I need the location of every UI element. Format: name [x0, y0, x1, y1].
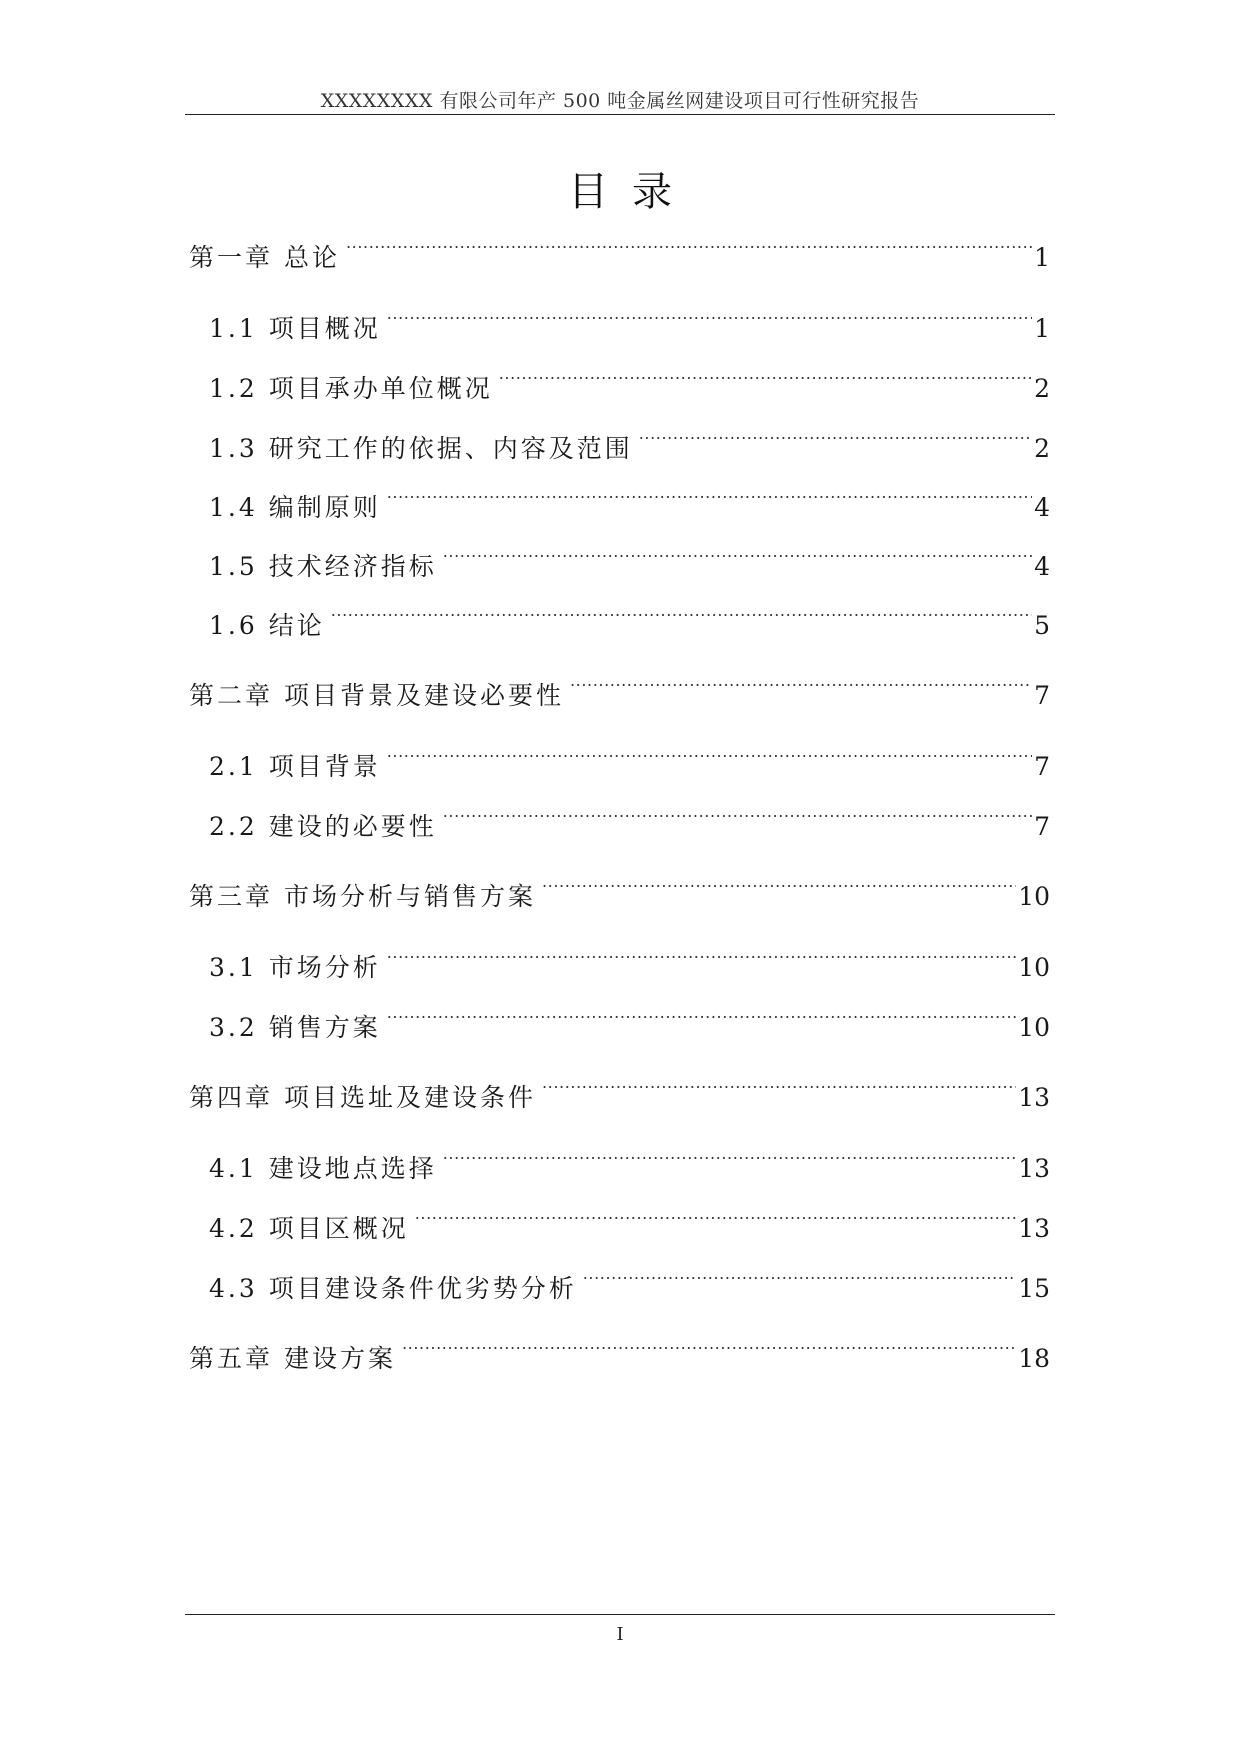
toc-dot-leader	[443, 801, 1032, 835]
toc-entry-page: 1	[1034, 314, 1050, 343]
toc-entry-section-3-1[interactable]	[209, 942, 1050, 982]
toc-entry-section-1-5[interactable]	[209, 541, 1050, 581]
toc-dot-leader	[639, 423, 1032, 457]
toc-entry-page: 4	[1034, 552, 1050, 581]
toc-entry-label: 1.2 项目承办单位概况	[209, 374, 493, 403]
toc-entry-chapter-4[interactable]	[189, 1072, 1050, 1112]
toc-entry-page: 2	[1034, 374, 1050, 403]
page-title: 目录	[568, 169, 696, 215]
toc-entry-page: 13	[1018, 1083, 1050, 1112]
toc-entry-page: 7	[1034, 681, 1050, 710]
toc-dot-leader	[387, 741, 1032, 775]
toc-entry-section-4-1[interactable]	[209, 1143, 1050, 1183]
toc-entry-label: 第五章 建设方案	[189, 1344, 396, 1373]
toc-entry-page: 1	[1034, 243, 1050, 272]
toc-entry-label: 2.1 项目背景	[209, 752, 381, 781]
toc-entry-label: 4.1 建设地点选择	[209, 1154, 437, 1183]
toc-dot-leader	[443, 541, 1032, 575]
toc-entry-label: 2.2 建设的必要性	[209, 812, 437, 841]
toc-entry-page: 7	[1034, 752, 1050, 781]
toc-entry-section-3-2[interactable]	[209, 1002, 1050, 1042]
toc-entry-page: 10	[1018, 953, 1050, 982]
toc-entry-page: 2	[1034, 434, 1050, 463]
header-rule	[185, 114, 1055, 115]
toc-dot-leader	[415, 1203, 1016, 1237]
toc-entry-label: 1.1 项目概况	[209, 314, 381, 343]
toc-entry-label: 1.5 技术经济指标	[209, 552, 437, 581]
toc-entry-page: 15	[1018, 1274, 1050, 1303]
toc-entry-section-4-3[interactable]	[209, 1263, 1050, 1303]
toc-entry-label: 第三章 市场分析与销售方案	[189, 882, 536, 911]
toc-entry-label: 3.2 销售方案	[209, 1013, 381, 1042]
toc-entry-section-2-2[interactable]	[209, 801, 1050, 841]
toc-entry-label: 3.1 市场分析	[209, 953, 381, 982]
toc-dot-leader	[443, 1143, 1016, 1177]
toc-entry-page: 13	[1018, 1214, 1050, 1243]
toc-entry-label: 4.3 项目建设条件优劣势分析	[209, 1274, 577, 1303]
toc-entry-label: 第二章 项目背景及建设必要性	[189, 681, 564, 710]
page-number: I	[616, 1624, 624, 1645]
toc-entry-page: 10	[1018, 1013, 1050, 1042]
toc-entry-chapter-2[interactable]	[189, 670, 1050, 710]
toc-dot-leader	[387, 1002, 1016, 1036]
toc-entry-section-1-1[interactable]	[209, 303, 1050, 343]
toc-entry-page: 7	[1034, 812, 1050, 841]
toc-entry-page: 4	[1034, 493, 1050, 522]
toc-entry-label: 1.3 研究工作的依据、内容及范围	[209, 434, 633, 463]
toc-entry-page: 13	[1018, 1154, 1050, 1183]
toc-entry-label: 4.2 项目区概况	[209, 1214, 409, 1243]
toc-dot-leader	[570, 670, 1032, 704]
footer-rule	[185, 1614, 1055, 1615]
toc-entry-section-1-3[interactable]	[209, 423, 1050, 463]
toc-entry-chapter-1[interactable]	[189, 232, 1050, 272]
toc-entry-chapter-3[interactable]	[189, 871, 1050, 911]
toc-entry-label: 1.6 结论	[209, 611, 325, 640]
toc-dot-leader	[387, 942, 1016, 976]
toc-dot-leader	[346, 232, 1032, 266]
toc-entry-page: 10	[1018, 882, 1050, 911]
toc-entry-label: 第一章 总论	[189, 243, 340, 272]
toc-dot-leader	[542, 1072, 1016, 1106]
toc-entry-section-1-2[interactable]	[209, 363, 1050, 403]
toc-entry-page: 5	[1034, 611, 1050, 640]
toc-entry-label: 第四章 项目选址及建设条件	[189, 1083, 536, 1112]
toc-dot-leader	[542, 871, 1016, 905]
toc-dot-leader	[402, 1333, 1016, 1367]
toc-dot-leader	[387, 303, 1032, 337]
toc-entry-chapter-5[interactable]	[189, 1333, 1050, 1373]
toc-dot-leader	[387, 482, 1032, 516]
toc-dot-leader	[499, 363, 1032, 397]
toc-entry-label: 1.4 编制原则	[209, 493, 381, 522]
toc-entry-page: 18	[1018, 1344, 1050, 1373]
toc-entry-section-1-6[interactable]	[209, 600, 1050, 640]
toc-entry-section-1-4[interactable]	[209, 482, 1050, 522]
toc-dot-leader	[583, 1263, 1016, 1297]
toc-dot-leader	[331, 600, 1032, 634]
toc-entry-section-4-2[interactable]	[209, 1203, 1050, 1243]
toc-entry-section-2-1[interactable]	[209, 741, 1050, 781]
running-header: XXXXXXXX 有限公司年产 500 吨金属丝网建设项目可行性研究报告	[320, 90, 920, 112]
